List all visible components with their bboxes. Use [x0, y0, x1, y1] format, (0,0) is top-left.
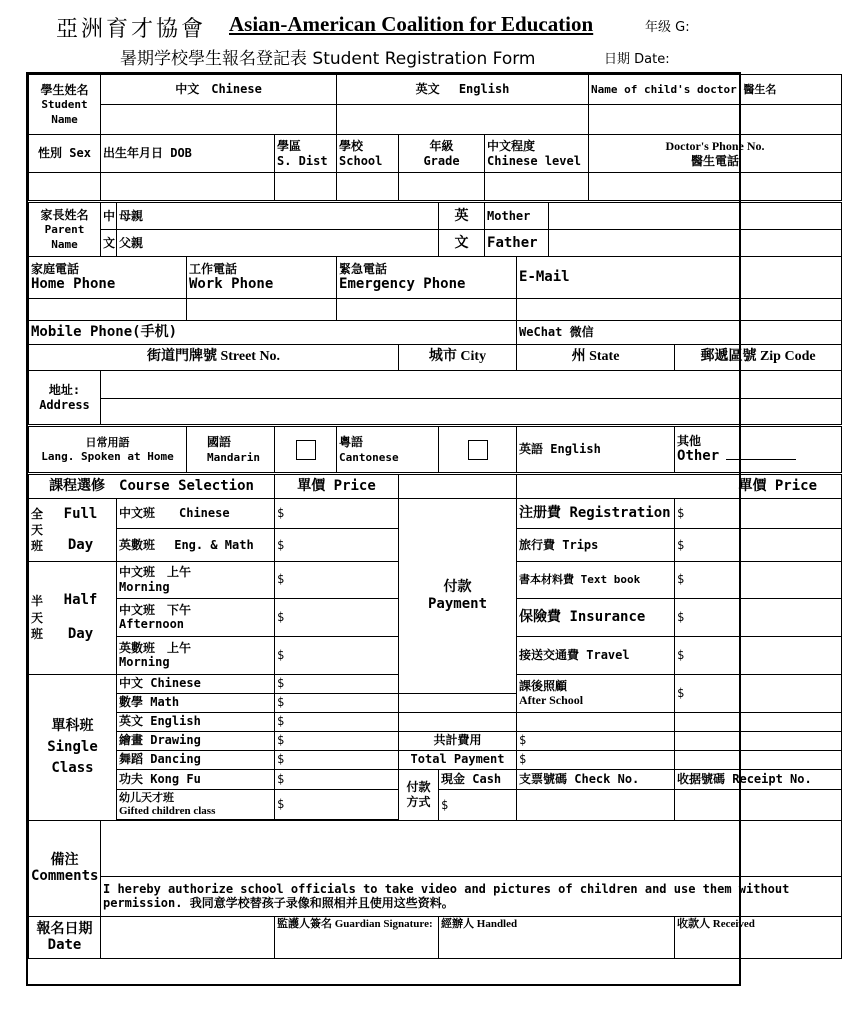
gifted-class-price[interactable]: $ — [275, 789, 399, 819]
registration-fee-label: 注册費 Registration — [517, 499, 675, 529]
blank-fee-cell-1 — [517, 712, 675, 731]
school-field[interactable] — [337, 173, 399, 201]
blank-payment-cell-1 — [399, 693, 517, 712]
full-day-chinese: 全 天 班 — [30, 506, 43, 553]
grade-field[interactable] — [399, 173, 485, 201]
other-language-blank[interactable] — [726, 459, 796, 460]
single-english-course: 英文 English — [117, 712, 275, 731]
comments-field[interactable] — [101, 820, 842, 876]
full-day-chinese-price[interactable]: $ — [275, 499, 399, 529]
total-payment-en-label: Total Payment — [399, 750, 517, 769]
payment-method-label: 付款 方式 — [399, 769, 439, 820]
half-day-chinese-afternoon-price[interactable]: $ — [275, 598, 399, 636]
date-header-label: 日期 Date: — [604, 52, 670, 67]
registration-form-table — [28, 74, 842, 959]
textbook-fee-price[interactable]: $ — [675, 561, 842, 598]
half-day-chinese-afternoon-course: 中文班 下午 Afternoon — [117, 598, 275, 636]
doctor-name-header: Name of child's doctor 醫生名 — [589, 75, 842, 105]
single-chinese-course: 中文 Chinese — [117, 674, 275, 693]
single-drawing-course: 繪畫 Drawing — [117, 731, 275, 750]
half-day-chinese: 半 天 班 — [30, 594, 43, 641]
work-phone-label: 工作電話 Work Phone — [187, 257, 337, 299]
registration-date-label: 報名日期 Date — [29, 916, 101, 958]
single-math-course: 數學 Math — [117, 693, 275, 712]
father-chinese-label: 父親 — [117, 230, 439, 257]
doctor-name-field[interactable] — [589, 105, 842, 135]
chinese-char-zhong: 中 — [101, 203, 117, 230]
student-chinese-header: 中文 Chinese — [101, 75, 337, 105]
half-day-chinese-morning-course: 中文班 上午 Morning — [117, 561, 275, 598]
insurance-fee-price[interactable]: $ — [675, 598, 842, 636]
blank-payment-cell-2 — [399, 712, 517, 731]
receipt-no-label: 收据號碼 Receipt No. — [675, 769, 842, 789]
half-day-english: Half Day — [63, 592, 98, 642]
org-name-chinese: 亞洲育才協會 — [56, 17, 207, 42]
blank-fee-cell-4 — [675, 750, 842, 769]
single-dancing-course: 舞蹈 Dancing — [117, 750, 275, 769]
home-phone-field[interactable] — [29, 299, 187, 321]
state-header: 州 State — [517, 345, 675, 371]
work-phone-field[interactable] — [187, 299, 337, 321]
header-line-1 — [0, 10, 770, 44]
sex-field[interactable] — [29, 173, 101, 201]
half-day-chinese-morning-price[interactable]: $ — [275, 561, 399, 598]
blank-header-cell — [399, 475, 517, 499]
guardian-signature-field[interactable]: 監護人簽名 Guardian Signature: — [275, 916, 439, 958]
comments-label: 備注 Comments — [29, 820, 101, 916]
half-day-eng-math-morning-course: 英數班 上午 Morning — [117, 636, 275, 674]
doctor-phone-field[interactable] — [589, 173, 842, 201]
zip-header: 郵遞區號 Zip Code — [675, 345, 842, 371]
address-line-1-field[interactable] — [101, 371, 842, 399]
trips-fee-price[interactable]: $ — [675, 529, 842, 561]
after-school-label: 課後照顧 After School — [517, 674, 675, 712]
language-label: 日常用語 Lang. Spoken at Home — [29, 427, 187, 473]
check-no-field[interactable] — [517, 789, 675, 820]
single-kongfu-course: 功夫 Kong Fu — [117, 769, 275, 789]
english-char-wen: 文 — [439, 230, 485, 257]
full-day-chinese-course: 中文班 Chinese — [117, 499, 275, 529]
home-phone-label: 家庭電話 Home Phone — [29, 257, 187, 299]
total-cn-price[interactable]: $ — [517, 731, 675, 750]
father-english-label: Father — [485, 230, 549, 257]
cantonese-checkbox[interactable] — [439, 427, 517, 473]
price-header: 單價 Price — [275, 475, 399, 499]
email-label: E-Mail — [517, 257, 842, 299]
mobile-phone-label: Mobile Phone(手机) — [29, 321, 517, 345]
after-school-price[interactable]: $ — [675, 674, 842, 712]
mandarin-label: 國語 Mandarin — [187, 427, 275, 473]
receipt-no-field[interactable] — [675, 789, 842, 820]
school-label: 學校 School — [337, 135, 399, 173]
student-name-label: 學生姓名 Student Name — [29, 75, 101, 135]
blank-fee-cell-3 — [675, 731, 842, 750]
doctor-phone-label: Doctor's Phone No. 醫生電話 — [589, 135, 842, 173]
full-day-eng-math-price[interactable]: $ — [275, 529, 399, 561]
cantonese-label: 粵語 Cantonese — [337, 427, 439, 473]
mother-english-label: Mother — [485, 203, 549, 230]
chinese-level-field[interactable] — [485, 173, 589, 201]
email-field[interactable] — [517, 299, 842, 321]
half-day-label — [29, 561, 117, 674]
mother-english-field[interactable] — [549, 203, 842, 230]
address-line-2-field[interactable] — [101, 399, 842, 425]
single-kongfu-price[interactable]: $ — [275, 769, 399, 789]
textbook-fee-label: 書本材料費 Text book — [517, 561, 675, 598]
single-chinese-price[interactable]: $ — [275, 674, 399, 693]
address-label: 地址: Address — [29, 371, 101, 425]
total-payment-cn-label: 共計費用 — [399, 731, 517, 750]
gifted-class-course: 幼儿天才班 Gifted children class — [117, 789, 275, 819]
header-line-2 — [0, 44, 770, 70]
payment-label: 付款 Payment — [399, 499, 517, 694]
single-drawing-price[interactable]: $ — [275, 731, 399, 750]
wechat-label: WeChat 微信 — [517, 321, 842, 345]
dob-label: 出生年月日 DOB — [101, 135, 275, 173]
registration-fee-price[interactable]: $ — [675, 499, 842, 529]
full-day-english: Full Day — [63, 506, 98, 553]
chinese-char-wen: 文 — [101, 230, 117, 257]
single-dancing-price[interactable]: $ — [275, 750, 399, 769]
received-field[interactable]: 收款人 Received — [675, 916, 842, 958]
insurance-fee-label: 保險費 Insurance — [517, 598, 675, 636]
full-day-eng-math-course: 英數班 Eng. & Math — [117, 529, 275, 561]
dob-field[interactable] — [101, 173, 275, 201]
mother-chinese-label: 母親 — [117, 203, 439, 230]
single-english-price[interactable]: $ — [275, 712, 399, 731]
registration-date-field[interactable] — [101, 916, 275, 958]
single-class-label: 單科班 Single Class — [29, 674, 117, 820]
street-header: 街道門牌號 Street No. — [29, 345, 399, 371]
student-english-name-field[interactable] — [337, 105, 589, 135]
org-name-english: Asian-American Coalition for Education — [229, 12, 594, 36]
handled-field[interactable]: 經辦人 Handled — [439, 916, 675, 958]
english-char-ying: 英 — [439, 203, 485, 230]
city-header: 城市 City — [399, 345, 517, 371]
trips-fee-label: 旅行費 Trips — [517, 529, 675, 561]
full-day-label — [29, 499, 117, 562]
grade-header-label: 年级 G: — [645, 20, 690, 35]
english-language-label: 英語 English — [517, 427, 675, 473]
travel-fee-label: 接送交通費 Travel — [517, 636, 675, 674]
cash-field[interactable]: $ — [439, 789, 517, 820]
school-district-label: 學區 S. Dist — [275, 135, 337, 173]
emergency-phone-label: 緊急電話 Emergency Phone — [337, 257, 517, 299]
other-language-label: 其他 Other — [675, 427, 842, 473]
student-chinese-name-field[interactable] — [101, 105, 337, 135]
total-en-price[interactable]: $ — [517, 750, 675, 769]
school-district-field[interactable] — [275, 173, 337, 201]
form-title: 暑期学校學生報名登記表 Student Registration Form — [120, 49, 536, 69]
mandarin-checkbox[interactable] — [275, 427, 337, 473]
single-math-price[interactable]: $ — [275, 693, 399, 712]
blank-fee-cell-2 — [675, 712, 842, 731]
chinese-level-label: 中文程度 Chinese level — [485, 135, 589, 173]
travel-fee-price[interactable]: $ — [675, 636, 842, 674]
emergency-phone-field[interactable] — [337, 299, 517, 321]
check-no-label: 支票號碼 Check No. — [517, 769, 675, 789]
parent-name-label: 家長姓名 Parent Name — [29, 203, 101, 257]
authorization-statement: I hereby authorize school officials to take video and pictures of children and use them without permission. 我同意学校替孩子录像和照相并且使用这些资料。 — [101, 876, 842, 916]
fee-price-header: 單價 Price — [517, 475, 842, 499]
sex-label: 性別 Sex — [29, 135, 101, 173]
cash-label: 現金 Cash — [439, 769, 517, 789]
student-english-header: 英文 English — [337, 75, 589, 105]
father-english-field[interactable] — [549, 230, 842, 257]
course-selection-header: 課程選修 Course Selection — [29, 475, 275, 499]
grade-label: 年級 Grade — [399, 135, 485, 173]
half-day-eng-math-morning-price[interactable]: $ — [275, 636, 399, 674]
